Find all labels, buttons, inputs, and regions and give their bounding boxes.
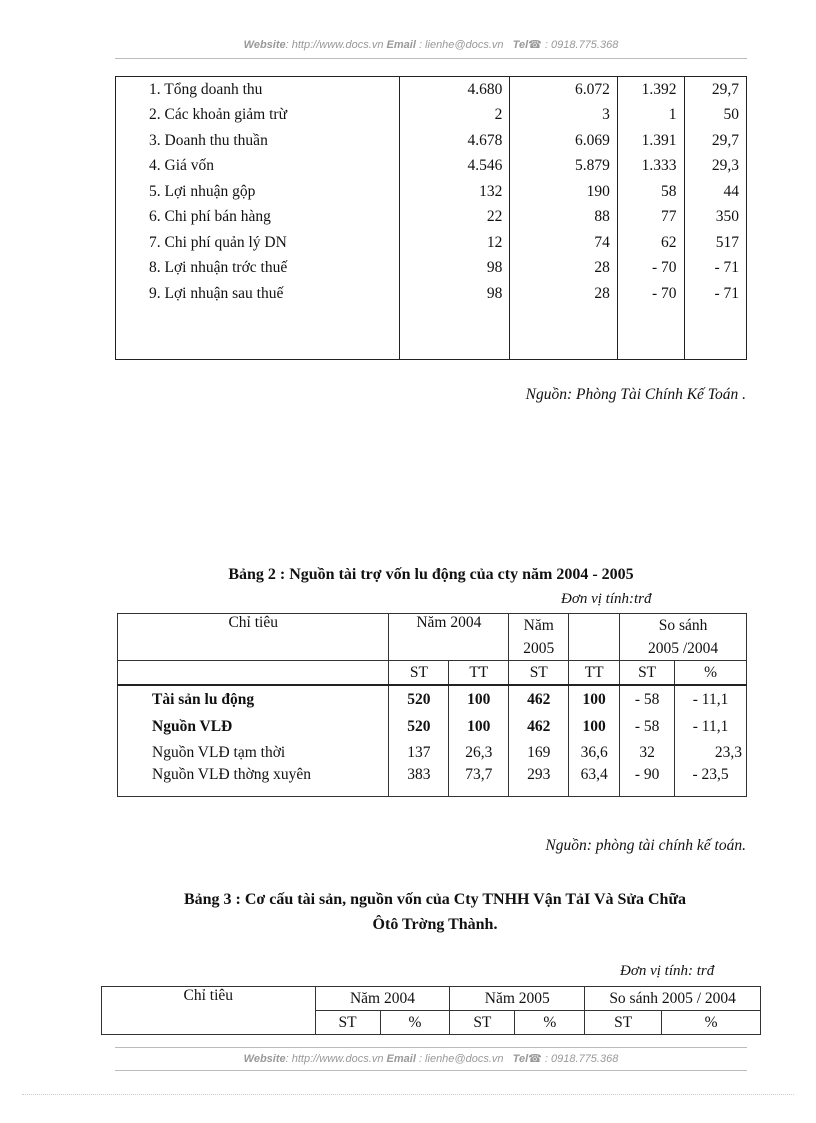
t2-head-empty xyxy=(569,614,620,661)
t1-row-label: 2. Các khoản giảm trừ xyxy=(116,103,400,129)
t2-head-sosanh-a: So sánh xyxy=(620,614,747,638)
t1-cell-v1: 12 xyxy=(400,230,510,256)
t1-cell-v1: 2 xyxy=(400,103,510,129)
page-header xyxy=(115,38,747,51)
t1-cell-v2: 190 xyxy=(510,179,617,205)
asset-structure-table xyxy=(101,986,761,1035)
email-label: Email xyxy=(386,39,416,51)
t1-cell-v2: 28 xyxy=(510,281,617,307)
t1-cell-v2: 28 xyxy=(510,256,617,282)
t3-head-pct05: % xyxy=(515,1011,585,1035)
t1-blank-cell xyxy=(684,307,746,360)
website-label: Website xyxy=(243,1053,286,1065)
t2-cell: 23,3 xyxy=(675,740,747,766)
t2-head-nam2005-b: 2005 xyxy=(509,637,569,661)
t2-head-tt04: TT xyxy=(449,661,509,686)
table-row xyxy=(116,179,747,205)
t2-cell: 520 xyxy=(389,714,449,740)
t1-cell-v1: 4.680 xyxy=(400,77,510,103)
t1-cell-v3: 62 xyxy=(617,230,684,256)
table-row xyxy=(116,230,747,256)
website-url[interactable]: : http://www.docs.vn xyxy=(285,39,384,51)
page-footer xyxy=(115,1052,747,1065)
t3-head-st05: ST xyxy=(450,1011,515,1035)
t2-cell: 100 xyxy=(449,714,509,740)
t1-row-label: 9. Lợi nhuận sau thuế xyxy=(116,281,400,307)
t2-cell: 32 xyxy=(620,740,675,766)
t2-row-label: Nguồn VLĐ tạm thời xyxy=(118,740,389,766)
t1-cell-v2: 3 xyxy=(510,103,617,129)
table3-title-line1: Bảng 3 : Cơ cấu tài sản, nguồn vốn của Cty TNHH Vận TảI Và Sửa Chữa xyxy=(183,891,687,908)
t1-cell-v2: 88 xyxy=(510,205,617,231)
t3-head-sosanh: So sánh 2005 / 2004 xyxy=(585,987,761,1011)
t1-cell-v2: 6.072 xyxy=(510,77,617,103)
t2-head-pct: % xyxy=(675,661,747,686)
t1-row-label: 5. Lợi nhuận gộp xyxy=(116,179,400,205)
table-row xyxy=(116,256,747,282)
t1-cell-v3: 1.333 xyxy=(617,154,684,180)
t1-row-label: 7. Chi phí quản lý DN xyxy=(116,230,400,256)
t2-cell: 63,4 xyxy=(569,766,620,796)
t2-head-nam2004: Năm 2004 xyxy=(389,614,509,661)
t2-cell: - 11,1 xyxy=(675,714,747,740)
email-address[interactable]: : lienhe@docs.vn xyxy=(415,39,504,51)
t1-row-label: 8. Lợi nhuận trớc thuế xyxy=(116,256,400,282)
t1-cell-v1: 98 xyxy=(400,256,510,282)
t2-cell: - 23,5 xyxy=(675,766,747,796)
tel-label: Tel xyxy=(512,39,529,51)
t2-head-tt05: TT xyxy=(569,661,620,686)
t3-head-chi-tieu: Chỉ tiêu xyxy=(102,987,316,1035)
t1-cell-v1: 132 xyxy=(400,179,510,205)
t1-cell-v3: - 70 xyxy=(617,281,684,307)
email-address[interactable]: : lienhe@docs.vn xyxy=(415,1053,504,1065)
t2-head-chi-tieu: Chỉ tiêu xyxy=(118,614,389,661)
t2-cell: 100 xyxy=(449,685,509,714)
t1-cell-v3: - 70 xyxy=(617,256,684,282)
t2-head-sosanh-b: 2005 /2004 xyxy=(620,637,747,661)
t2-row-label: Nguồn VLĐ thờng xuyên xyxy=(118,766,389,796)
website-url[interactable]: : http://www.docs.vn xyxy=(285,1053,384,1065)
table3-unit: Đơn vị tính: trđ xyxy=(620,963,715,979)
tel-number: ☎ : 0918.775.368 xyxy=(528,1053,619,1065)
t2-cell: 100 xyxy=(569,685,620,714)
t2-head-nam2005-a: Năm xyxy=(509,614,569,638)
table-row-blank xyxy=(116,307,747,360)
t1-cell-v2: 74 xyxy=(510,230,617,256)
t1-cell-v1: 98 xyxy=(400,281,510,307)
t2-cell: 383 xyxy=(389,766,449,796)
t2-cell: - 58 xyxy=(620,685,675,714)
t2-cell: 137 xyxy=(389,740,449,766)
t1-row-label: 1. Tổng doanh thu xyxy=(116,77,400,103)
t1-row-label: 6. Chi phí bán hàng xyxy=(116,205,400,231)
table-row xyxy=(116,77,747,103)
t1-row-label: 3. Doanh thu thuần xyxy=(116,128,400,154)
t1-cell-v3: 1.391 xyxy=(617,128,684,154)
table2-title: Bảng 2 : Nguồn tài trợ vốn lu động của cty năm 2004 - 2005 xyxy=(228,566,634,583)
table2-source: Nguồn: phòng tài chính kế toán. xyxy=(545,837,746,854)
t1-blank-cell xyxy=(400,307,510,360)
tel-number: ☎ : 0918.775.368 xyxy=(528,39,619,51)
page-edge xyxy=(22,1094,794,1095)
t1-cell-v4: - 71 xyxy=(684,256,746,282)
t1-cell-v4: 44 xyxy=(684,179,746,205)
t3-head-nam2005: Năm 2005 xyxy=(450,987,585,1011)
working-capital-table xyxy=(117,613,747,797)
t2-cell: 169 xyxy=(509,740,569,766)
t2-cell: 462 xyxy=(509,714,569,740)
t3-head-pct: % xyxy=(662,1011,761,1035)
t1-cell-v1: 22 xyxy=(400,205,510,231)
table3-title xyxy=(100,887,770,937)
email-label: Email xyxy=(386,1053,416,1065)
t1-blank-cell xyxy=(617,307,684,360)
t1-cell-v4: - 71 xyxy=(684,281,746,307)
t1-blank-cell xyxy=(116,307,400,360)
t1-cell-v3: 77 xyxy=(617,205,684,231)
t2-cell: 100 xyxy=(569,714,620,740)
income-statement-table xyxy=(115,76,747,360)
table-row xyxy=(116,154,747,180)
table-row xyxy=(116,103,747,129)
t2-cell: 73,7 xyxy=(449,766,509,796)
t1-cell-v3: 1.392 xyxy=(617,77,684,103)
t1-cell-v3: 58 xyxy=(617,179,684,205)
t2-cell: - 11,1 xyxy=(675,685,747,714)
t1-cell-v2: 5.879 xyxy=(510,154,617,180)
t2-cell: - 58 xyxy=(620,714,675,740)
t2-cell: 26,3 xyxy=(449,740,509,766)
t2-cell: 520 xyxy=(389,685,449,714)
t2-cell: - 90 xyxy=(620,766,675,796)
t2-head-st04: ST xyxy=(389,661,449,686)
t2-cell: 293 xyxy=(509,766,569,796)
footer-rule-top xyxy=(115,1047,747,1048)
table-row xyxy=(116,205,747,231)
table2-unit: Đơn vị tính:trđ xyxy=(561,591,652,607)
t2-head-blank xyxy=(118,661,389,686)
footer-rule xyxy=(115,1070,747,1071)
table-row xyxy=(116,281,747,307)
t3-head-pct04: % xyxy=(380,1011,450,1035)
t2-cell: 36,6 xyxy=(569,740,620,766)
t2-head-st05: ST xyxy=(509,661,569,686)
t1-cell-v4: 50 xyxy=(684,103,746,129)
tel-label: Tel xyxy=(512,1053,529,1065)
t1-cell-v1: 4.678 xyxy=(400,128,510,154)
table1-source: Nguồn: Phòng Tài Chính Kế Toán . xyxy=(525,386,746,403)
t1-cell-v4: 29,3 xyxy=(684,154,746,180)
t1-cell-v4: 350 xyxy=(684,205,746,231)
t2-head-st: ST xyxy=(620,661,675,686)
table3-title-line2: Ôtô Trờng Thành. xyxy=(372,916,498,933)
t1-row-label: 4. Giá vốn xyxy=(116,154,400,180)
t1-cell-v4: 29,7 xyxy=(684,77,746,103)
t2-cell: 462 xyxy=(509,685,569,714)
t1-cell-v2: 6.069 xyxy=(510,128,617,154)
t3-head-nam2004: Năm 2004 xyxy=(315,987,450,1011)
website-label: Website xyxy=(243,39,286,51)
t1-blank-cell xyxy=(510,307,617,360)
t1-cell-v3: 1 xyxy=(617,103,684,129)
header-rule xyxy=(115,58,747,59)
table-row xyxy=(116,128,747,154)
t1-cell-v4: 517 xyxy=(684,230,746,256)
t1-cell-v4: 29,7 xyxy=(684,128,746,154)
t3-head-st04: ST xyxy=(315,1011,380,1035)
t2-row-label: Nguồn VLĐ xyxy=(118,714,389,740)
t1-cell-v1: 4.546 xyxy=(400,154,510,180)
t2-row-label: Tài sản lu động xyxy=(118,685,389,714)
t3-head-st: ST xyxy=(585,1011,662,1035)
